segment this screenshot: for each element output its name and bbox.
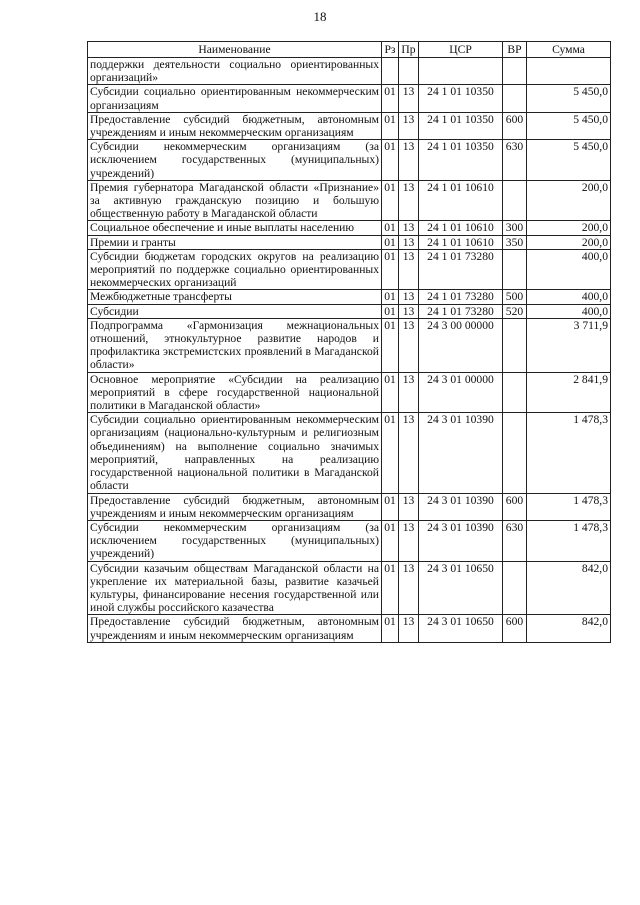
row-csr: 24 3 01 10650 bbox=[419, 561, 503, 615]
row-vr: 350 bbox=[503, 235, 527, 249]
header-vr: ВР bbox=[503, 42, 527, 58]
header-rz: Рз bbox=[382, 42, 399, 58]
row-sum: 3 711,9 bbox=[527, 318, 611, 372]
row-name: Субсидии bbox=[88, 304, 382, 318]
row-rz: 01 bbox=[382, 372, 399, 413]
row-name: Субсидии социально ориентированным некоммерческим организациям (национально-культурным и религиозным объединениям) на выполнение социально значимых мероприятий, направленных на реализацию государственной национальной политики в Магаданской области bbox=[88, 413, 382, 493]
row-sum: 200,0 bbox=[527, 221, 611, 235]
row-vr: 600 bbox=[503, 112, 527, 139]
row-vr bbox=[503, 249, 527, 290]
row-sum: 1 478,3 bbox=[527, 493, 611, 520]
row-pr: 13 bbox=[399, 235, 419, 249]
row-pr: 13 bbox=[399, 615, 419, 642]
row-vr: 500 bbox=[503, 290, 527, 304]
row-vr bbox=[503, 318, 527, 372]
page-number: 18 bbox=[313, 9, 327, 24]
table-row bbox=[88, 493, 611, 520]
row-rz: 01 bbox=[382, 235, 399, 249]
row-name: Премии и гранты bbox=[88, 235, 382, 249]
row-pr bbox=[399, 58, 419, 85]
row-vr bbox=[503, 561, 527, 615]
row-csr: 24 1 01 10610 bbox=[419, 235, 503, 249]
row-rz: 01 bbox=[382, 318, 399, 372]
row-pr: 13 bbox=[399, 304, 419, 318]
row-csr: 24 3 01 00000 bbox=[419, 372, 503, 413]
row-rz: 01 bbox=[382, 290, 399, 304]
row-sum: 5 450,0 bbox=[527, 85, 611, 112]
header-sum: Сумма bbox=[527, 42, 611, 58]
table-row bbox=[88, 140, 611, 181]
row-pr: 13 bbox=[399, 561, 419, 615]
row-csr: 24 1 01 73280 bbox=[419, 304, 503, 318]
row-csr: 24 3 01 10650 bbox=[419, 615, 503, 642]
row-sum: 5 450,0 bbox=[527, 112, 611, 139]
table-row bbox=[88, 221, 611, 235]
row-name: Субсидии бюджетам городских округов на реализацию мероприятий по поддержке социально ориентированных некоммерческих организаций bbox=[88, 249, 382, 290]
row-sum: 842,0 bbox=[527, 561, 611, 615]
row-vr bbox=[503, 372, 527, 413]
row-name: Субсидии казачьим обществам Магаданской области на укрепление их материальной базы, развитие казачьей культуры, финансирование несения государственной или иной службы российского казачества bbox=[88, 561, 382, 615]
row-name: Основное мероприятие «Субсидии на реализацию мероприятий в сфере государственной национальной политики в Магаданской области» bbox=[88, 372, 382, 413]
row-csr: 24 1 01 10610 bbox=[419, 221, 503, 235]
table-row bbox=[88, 290, 611, 304]
row-vr bbox=[503, 413, 527, 493]
row-sum: 1 478,3 bbox=[527, 413, 611, 493]
row-csr: 24 1 01 10350 bbox=[419, 85, 503, 112]
row-vr bbox=[503, 180, 527, 221]
row-sum: 400,0 bbox=[527, 304, 611, 318]
row-sum: 2 841,9 bbox=[527, 372, 611, 413]
row-csr: 24 1 01 73280 bbox=[419, 249, 503, 290]
row-name: поддержки деятельности социально ориентированных организаций» bbox=[88, 58, 382, 85]
row-vr: 630 bbox=[503, 520, 527, 561]
row-name: Предоставление субсидий бюджетным, автономным учреждениям и иным некоммерческим организациям bbox=[88, 112, 382, 139]
table-row bbox=[88, 180, 611, 221]
table-row bbox=[88, 413, 611, 493]
row-name: Субсидии некоммерческим организациям (за исключением государственных (муниципальных) учреждений) bbox=[88, 140, 382, 181]
row-pr: 13 bbox=[399, 140, 419, 181]
row-rz: 01 bbox=[382, 304, 399, 318]
row-sum: 200,0 bbox=[527, 180, 611, 221]
row-name: Субсидии некоммерческим организациям (за исключением государственных (муниципальных) учреждений) bbox=[88, 520, 382, 561]
row-csr: 24 1 01 10350 bbox=[419, 140, 503, 181]
row-vr: 630 bbox=[503, 140, 527, 181]
row-csr bbox=[419, 58, 503, 85]
row-rz: 01 bbox=[382, 140, 399, 181]
row-rz bbox=[382, 58, 399, 85]
row-sum: 400,0 bbox=[527, 249, 611, 290]
row-sum: 1 478,3 bbox=[527, 520, 611, 561]
row-pr: 13 bbox=[399, 520, 419, 561]
row-vr: 600 bbox=[503, 493, 527, 520]
table-row bbox=[88, 304, 611, 318]
row-sum bbox=[527, 58, 611, 85]
row-sum: 5 450,0 bbox=[527, 140, 611, 181]
row-csr: 24 1 01 10350 bbox=[419, 112, 503, 139]
table-row bbox=[88, 112, 611, 139]
row-pr: 13 bbox=[399, 180, 419, 221]
row-pr: 13 bbox=[399, 249, 419, 290]
row-pr: 13 bbox=[399, 112, 419, 139]
row-csr: 24 3 01 10390 bbox=[419, 493, 503, 520]
table-header-row bbox=[88, 42, 611, 58]
table-row bbox=[88, 249, 611, 290]
row-pr: 13 bbox=[399, 290, 419, 304]
row-csr: 24 3 00 00000 bbox=[419, 318, 503, 372]
header-name: Наименование bbox=[88, 42, 382, 58]
row-pr: 13 bbox=[399, 221, 419, 235]
row-pr: 13 bbox=[399, 85, 419, 112]
row-rz: 01 bbox=[382, 520, 399, 561]
row-rz: 01 bbox=[382, 493, 399, 520]
row-vr bbox=[503, 58, 527, 85]
budget-table bbox=[87, 41, 611, 643]
row-vr bbox=[503, 85, 527, 112]
row-name: Предоставление субсидий бюджетным, автономным учреждениям и иным некоммерческим организациям bbox=[88, 493, 382, 520]
row-rz: 01 bbox=[382, 85, 399, 112]
row-vr: 300 bbox=[503, 221, 527, 235]
row-name: Социальное обеспечение и иные выплаты населению bbox=[88, 221, 382, 235]
row-sum: 400,0 bbox=[527, 290, 611, 304]
row-name: Межбюджетные трансферты bbox=[88, 290, 382, 304]
row-pr: 13 bbox=[399, 318, 419, 372]
table-body bbox=[88, 58, 611, 643]
row-sum: 200,0 bbox=[527, 235, 611, 249]
table-row bbox=[88, 615, 611, 642]
row-csr: 24 3 01 10390 bbox=[419, 520, 503, 561]
row-pr: 13 bbox=[399, 413, 419, 493]
row-rz: 01 bbox=[382, 112, 399, 139]
table-row bbox=[88, 520, 611, 561]
row-name: Подпрограмма «Гармонизация межнациональных отношений, этнокультурное развитие народов и профилактика экстремистских проявлений в Магаданской области» bbox=[88, 318, 382, 372]
row-pr: 13 bbox=[399, 372, 419, 413]
header-pr: Пр bbox=[399, 42, 419, 58]
row-rz: 01 bbox=[382, 221, 399, 235]
row-name: Премия губернатора Магаданской области «Признание» за активную гражданскую позицию и большую общественную работу в Магаданской области bbox=[88, 180, 382, 221]
header-csr: ЦСР bbox=[419, 42, 503, 58]
table-row bbox=[88, 58, 611, 85]
table-row bbox=[88, 372, 611, 413]
row-csr: 24 3 01 10390 bbox=[419, 413, 503, 493]
row-rz: 01 bbox=[382, 615, 399, 642]
row-rz: 01 bbox=[382, 180, 399, 221]
row-rz: 01 bbox=[382, 561, 399, 615]
table-row bbox=[88, 85, 611, 112]
row-rz: 01 bbox=[382, 413, 399, 493]
table-row bbox=[88, 561, 611, 615]
row-csr: 24 1 01 73280 bbox=[419, 290, 503, 304]
table-row bbox=[88, 235, 611, 249]
row-name: Субсидии социально ориентированным некоммерческим организациям bbox=[88, 85, 382, 112]
row-sum: 842,0 bbox=[527, 615, 611, 642]
row-csr: 24 1 01 10610 bbox=[419, 180, 503, 221]
row-rz: 01 bbox=[382, 249, 399, 290]
row-vr: 600 bbox=[503, 615, 527, 642]
row-vr: 520 bbox=[503, 304, 527, 318]
table-row bbox=[88, 318, 611, 372]
row-name: Предоставление субсидий бюджетным, автономным учреждениям и иным некоммерческим организациям bbox=[88, 615, 382, 642]
row-pr: 13 bbox=[399, 493, 419, 520]
